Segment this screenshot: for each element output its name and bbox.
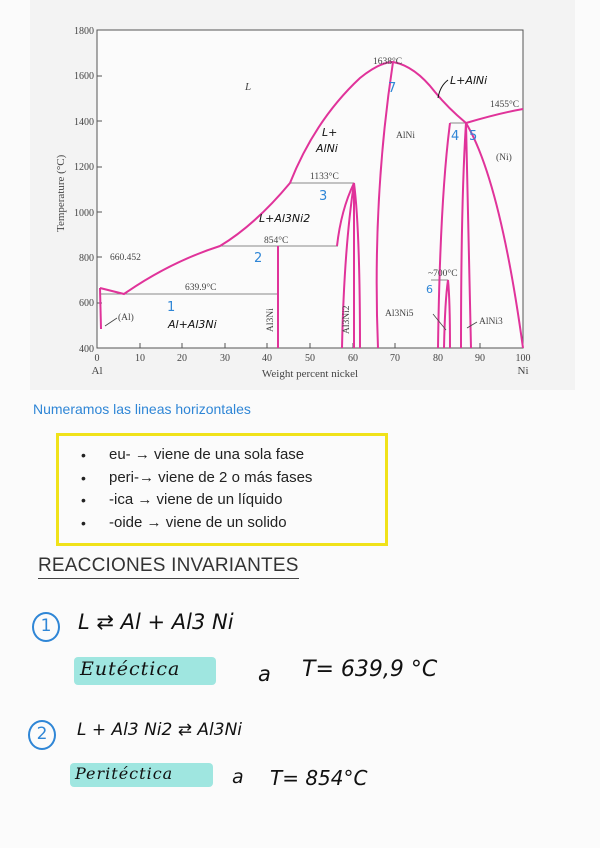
prefix-item: • -ica → viene de un líquido bbox=[109, 489, 385, 512]
reaction-number-circle: 1 bbox=[32, 612, 60, 642]
line-number: 2 bbox=[254, 251, 263, 266]
xtick: 100 bbox=[515, 353, 531, 364]
xtick: 60 bbox=[348, 353, 358, 364]
prefix-list bbox=[59, 436, 385, 534]
prefix-item: • peri-→ viene de 2 o más fases bbox=[109, 467, 385, 490]
al3ni-label: Al3Ni bbox=[266, 308, 276, 332]
label-1638: 1638°C bbox=[373, 57, 403, 67]
ytick: 1200 bbox=[74, 162, 94, 173]
ni-phase-label: (Ni) bbox=[496, 153, 512, 163]
xtick: 20 bbox=[177, 353, 187, 364]
line-number: 7 bbox=[388, 81, 397, 96]
line-number: 4 bbox=[451, 129, 460, 144]
al3ni5-label: Al3Ni5 bbox=[385, 309, 414, 319]
xtick: 90 bbox=[475, 353, 485, 364]
alni-phase-label: AlNi bbox=[396, 131, 415, 141]
hand-alni: AlNi bbox=[316, 142, 338, 155]
ytick: 800 bbox=[79, 253, 94, 264]
ytick: 1400 bbox=[74, 117, 94, 128]
al-ni-phase-diagram bbox=[30, 0, 575, 390]
al-solvus bbox=[100, 288, 101, 329]
ni-axis-label: Ni bbox=[517, 365, 529, 377]
ytick: 400 bbox=[79, 344, 94, 355]
y-axis-label: Temperature (°C) bbox=[55, 154, 67, 232]
xtick: 40 bbox=[262, 353, 272, 364]
ytick: 1600 bbox=[74, 71, 94, 82]
reaction-temperature: T= 639,9 °C bbox=[302, 657, 438, 682]
prefix-item: • eu- → viene de una sola fase bbox=[109, 444, 385, 467]
reaction-at: a bbox=[258, 662, 271, 686]
hand-al-al3ni: Al+Al3Ni bbox=[168, 318, 217, 331]
reaction-type: Eutéctica bbox=[80, 658, 181, 680]
xtick: 80 bbox=[433, 353, 443, 364]
liquid-label: L bbox=[245, 81, 252, 93]
reaction-equation: L ⇄ Al + Al3 Ni bbox=[78, 610, 234, 634]
label-639: 639.9°C bbox=[185, 283, 217, 293]
xtick: 30 bbox=[220, 353, 230, 364]
reaction-temperature: T= 854°C bbox=[270, 766, 368, 790]
phase-diagram-svg bbox=[30, 0, 575, 390]
ytick: 600 bbox=[79, 298, 94, 309]
label-1455: 1455°C bbox=[490, 100, 520, 110]
xtick: 70 bbox=[390, 353, 400, 364]
reaction-equation: L + Al3 Ni2 ⇄ Al3Ni bbox=[77, 720, 243, 740]
hand-l-alni: L+AlNi bbox=[450, 74, 488, 87]
xtick: 0 bbox=[94, 353, 100, 364]
reaction-at: a bbox=[232, 766, 244, 788]
prefix-item: • -oide → viene de un solido bbox=[109, 512, 385, 535]
label-660: 660.452 bbox=[110, 253, 141, 263]
label-1133: 1133°C bbox=[310, 172, 339, 182]
alni3-label: AlNi3 bbox=[479, 317, 503, 327]
reaction-type: Peritéctica bbox=[75, 764, 174, 783]
caption-numbered-lines: Numeramos las lineas horizontales bbox=[33, 401, 251, 417]
reaction-number-circle: 2 bbox=[28, 720, 56, 750]
prefix-definitions-box bbox=[56, 433, 388, 546]
al-axis-label: Al bbox=[91, 365, 103, 377]
x-axis-label: Weight percent nickel bbox=[261, 368, 359, 380]
hand-l-plus: L+ bbox=[322, 126, 338, 139]
ytick: 1800 bbox=[74, 26, 94, 37]
line-number: 3 bbox=[319, 189, 328, 204]
label-854: 854°C bbox=[264, 236, 289, 246]
xtick: 10 bbox=[135, 353, 145, 364]
al-phase-label: (Al) bbox=[118, 313, 134, 323]
label-700: ~700°C bbox=[428, 269, 458, 279]
xtick: 50 bbox=[305, 353, 315, 364]
al3ni2-label: Al3Ni2 bbox=[342, 305, 352, 334]
hand-l-al3ni2: L+Al3Ni2 bbox=[259, 212, 311, 225]
line-number: 6 bbox=[426, 283, 433, 296]
ytick: 1000 bbox=[74, 208, 94, 219]
section-title: REACCIONES INVARIANTES bbox=[38, 555, 299, 579]
line-number: 1 bbox=[167, 300, 176, 315]
line-number: 5 bbox=[469, 129, 478, 144]
